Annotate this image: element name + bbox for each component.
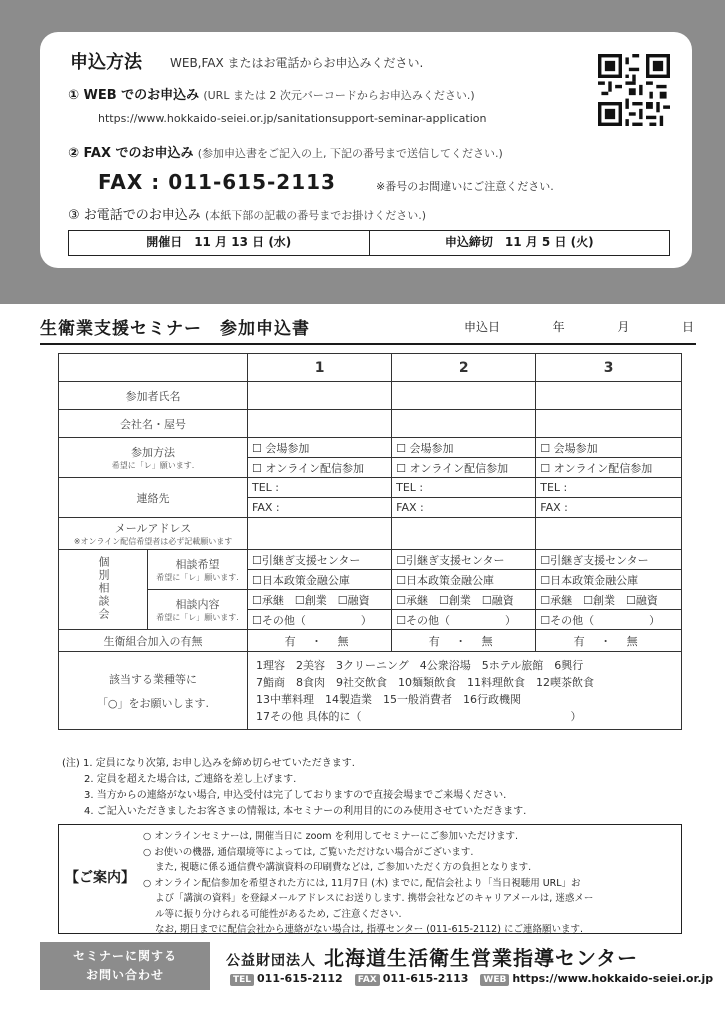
form-title: 生衛業支援セミナー 参加申込書 xyxy=(40,319,310,339)
union-label: 生衛組合加入の有無 xyxy=(59,630,248,652)
guide-line: よび「講演の資料」を登録メールアドレスにお送りします. 携帯会社などのキャリアメールは, 迷惑メー xyxy=(155,893,594,904)
application-date xyxy=(464,318,694,335)
column-header: 2 xyxy=(392,354,536,382)
note-line: (注) 1. 定員になり次第, お申し込みを締め切らせていただきます. xyxy=(62,758,355,769)
guide-line: ○ オンライン配信参加を希望された方には, 11月7日 (木) までに, 配信会社より「当日視聴用 URL」お xyxy=(143,877,581,889)
fax-field[interactable]: FAX : xyxy=(248,498,392,518)
jfc-checkbox[interactable]: ☐日本政策金融公庫 xyxy=(392,570,536,590)
industry-line: 1理容 2美容 3クリーニング 4公衆浴場 5ホテル旅館 6興行 xyxy=(256,658,584,672)
name-label: 参加者氏名 xyxy=(59,382,248,410)
content-other[interactable]: ☐その他（ ） xyxy=(392,610,536,630)
footer-tel[interactable] xyxy=(230,972,343,985)
tel-method xyxy=(68,204,426,223)
name-field[interactable] xyxy=(248,382,392,410)
jfc-checkbox[interactable]: ☐日本政策金融公庫 xyxy=(536,570,682,590)
footer-fax xyxy=(355,972,469,985)
consult-content-label xyxy=(148,590,248,630)
column-header: 1 xyxy=(248,354,392,382)
web-tag: WEB xyxy=(480,974,509,986)
consult-wish-hint: 希望に「レ」願います. xyxy=(156,573,239,582)
web-method xyxy=(68,84,475,103)
fax-number-footer: 011-615-2113 xyxy=(382,972,469,985)
apply-url[interactable]: https://www.hokkaido-seiei.or.jp/sanitationsupport-seminar-application xyxy=(98,112,487,125)
note-line: 2. 定員を超えた場合は, ご連絡を差し上げます. xyxy=(84,774,297,785)
venue-checkbox[interactable]: ☐ 会場参加 xyxy=(392,438,536,458)
union-choice[interactable]: 有 ・ 無 xyxy=(392,630,536,652)
industry-list[interactable] xyxy=(248,652,682,730)
consult-wish-text: 相談希望 xyxy=(175,558,220,571)
industry-label xyxy=(59,652,248,730)
industry-line: 13中華料理 14製造業 15一般消費者 16行政機関 xyxy=(256,692,521,706)
corner-cell xyxy=(59,354,248,382)
online-checkbox[interactable]: ☐ オンライン配信参加 xyxy=(392,458,536,478)
succession-checkbox[interactable]: ☐引継ぎ支援センター xyxy=(536,550,682,570)
footer-contacts xyxy=(230,972,713,985)
method-label-text: 参加方法 xyxy=(131,446,175,459)
note-line: 3. 当方からの連絡がない場合, 申込受付は完了しておりますので直接会場までご来場ください. xyxy=(84,790,507,801)
email-hint: ※オンライン配信希望者は必ず記載願います xyxy=(73,537,233,546)
company-field[interactable] xyxy=(248,410,392,438)
web-label: ① WEB でのお申込み xyxy=(68,88,200,103)
deadline: 申込締切 11 月 5 日 (火) xyxy=(444,235,594,249)
month-label: 月 xyxy=(617,320,630,334)
consult-wish-label xyxy=(148,550,248,590)
fax-field[interactable]: FAX : xyxy=(536,498,682,518)
consult-content-hint: 希望に「レ」願います. xyxy=(156,613,239,622)
tel-field[interactable]: TEL : xyxy=(392,478,536,498)
guide-line: ル等に振り分けられる可能性があるため, ご注意ください. xyxy=(155,908,402,920)
fax-caution: ※番号のお間違いにご注意ください. xyxy=(376,180,554,193)
email-field[interactable] xyxy=(248,518,392,550)
guide-box xyxy=(58,824,682,934)
event-date: 開催日 11 月 13 日 (水) xyxy=(69,231,370,255)
note-line: 4. ご記入いただきましたお客さまの情報は, 本セミナーの利用目的にのみ使用させていただきます. xyxy=(84,806,527,817)
guide-label: 【ご案内】 xyxy=(65,870,135,886)
name-field[interactable] xyxy=(536,382,682,410)
tel-tag: TEL xyxy=(230,974,254,986)
tel-field[interactable]: TEL : xyxy=(536,478,682,498)
application-form-table xyxy=(58,353,682,730)
day-label: 日 xyxy=(681,320,694,334)
fax-label: ② FAX でのお申込み xyxy=(68,146,194,161)
venue-checkbox[interactable]: ☐ 会場参加 xyxy=(536,438,682,458)
column-header: 3 xyxy=(536,354,682,382)
online-checkbox[interactable]: ☐ オンライン配信参加 xyxy=(536,458,682,478)
web-note: (URL または 2 次元バーコードからお申込みください.) xyxy=(203,89,475,102)
content-other[interactable]: ☐その他（ ） xyxy=(248,610,392,630)
apply-subtitle: WEB,FAX またはお電話からお申込みください. xyxy=(170,56,424,70)
tel-label: ③ お電話でのお申込み xyxy=(68,208,201,223)
email-field[interactable] xyxy=(392,518,536,550)
content-checkboxes[interactable]: ☐承継 ☐創業 ☐融資 xyxy=(248,590,392,610)
industry-label-1: 該当する業種等に xyxy=(109,672,197,686)
union-choice[interactable]: 有 ・ 無 xyxy=(248,630,392,652)
online-checkbox[interactable]: ☐ オンライン配信参加 xyxy=(248,458,392,478)
consult-group-text: 個別相談会 xyxy=(97,555,110,621)
date-label: 申込日 xyxy=(464,320,501,334)
fax-note: (参加申込書をご記入の上, 下記の番号まで送信してください.) xyxy=(197,147,503,160)
email-label-text: メールアドレス xyxy=(114,522,192,535)
consult-group-label xyxy=(59,550,148,630)
company-field[interactable] xyxy=(392,410,536,438)
guide-line: ○ お使いの機器, 通信環境等によっては, ご覧いただけない場合がございます. xyxy=(143,846,474,858)
guide-line: ○ オンラインセミナーは, 開催当日に zoom を利用してセミナーにご参加いただけます. xyxy=(143,831,518,842)
guide-text xyxy=(143,829,593,938)
footer-web[interactable] xyxy=(480,972,713,985)
fax-number: FAX : 011-615-2113 xyxy=(98,170,336,194)
company-field[interactable] xyxy=(536,410,682,438)
jfc-checkbox[interactable]: ☐日本政策金融公庫 xyxy=(248,570,392,590)
apply-title: 申込方法 xyxy=(70,52,142,73)
consult-content-text: 相談内容 xyxy=(175,598,220,611)
inquiry-badge xyxy=(40,942,210,990)
succession-checkbox[interactable]: ☐引継ぎ支援センター xyxy=(392,550,536,570)
guide-line: なお, 期日までに配信会社から連絡がない場合は, 指導センター (011-615-2112) にご連絡願います. xyxy=(155,924,583,935)
guide-line: また, 視聴に係る通信費や講演資料の印刷費などは, ご参加いただく方の負担となります. xyxy=(155,862,532,873)
content-checkboxes[interactable]: ☐承継 ☐創業 ☐融資 xyxy=(536,590,682,610)
org-name: 北海道生活衛生営業指導センター xyxy=(323,946,639,970)
tel-note: (本紙下部の記載の番号までお掛けください.) xyxy=(204,209,427,222)
web-url: https://www.hokkaido-seiei.or.jp xyxy=(512,972,714,985)
method-label xyxy=(59,438,248,478)
content-other[interactable]: ☐その他（ ） xyxy=(536,610,682,630)
email-field[interactable] xyxy=(536,518,682,550)
title-rule xyxy=(40,343,696,345)
contact-label: 連絡先 xyxy=(59,478,248,518)
apply-method-card xyxy=(40,32,692,268)
industry-line: 17その他 具体的に（ ） xyxy=(256,709,582,723)
succession-checkbox[interactable]: ☐引継ぎ支援センター xyxy=(248,550,392,570)
method-hint: 希望に「レ」願います. xyxy=(111,461,195,470)
venue-checkbox[interactable]: ☐ 会場参加 xyxy=(248,438,392,458)
badge-line: お問い合わせ xyxy=(85,968,164,982)
name-field[interactable] xyxy=(392,382,536,410)
fax-method xyxy=(68,142,503,161)
industry-line: 7鮨商 8食肉 9社交飲食 10麺類飲食 11料理飲食 12喫茶飲食 xyxy=(256,675,594,689)
organization-name xyxy=(226,942,638,971)
fax-tag: FAX xyxy=(355,974,380,986)
tel-field[interactable]: TEL : xyxy=(248,478,392,498)
industry-label-2: 「○」をお願いします. xyxy=(96,696,210,710)
company-label: 会社名・屋号 xyxy=(59,410,248,438)
qr-code-icon[interactable] xyxy=(598,54,670,126)
badge-line: セミナーに関する xyxy=(72,949,177,963)
notes xyxy=(62,756,526,820)
email-label xyxy=(59,518,248,550)
fax-field[interactable]: FAX : xyxy=(392,498,536,518)
tel-number: 011-615-2112 xyxy=(257,972,343,985)
org-prefix: 公益財団法人 xyxy=(226,953,316,969)
year-label: 年 xyxy=(552,320,565,334)
content-checkboxes[interactable]: ☐承継 ☐創業 ☐融資 xyxy=(392,590,536,610)
date-box xyxy=(68,230,670,256)
union-choice[interactable]: 有 ・ 無 xyxy=(536,630,682,652)
